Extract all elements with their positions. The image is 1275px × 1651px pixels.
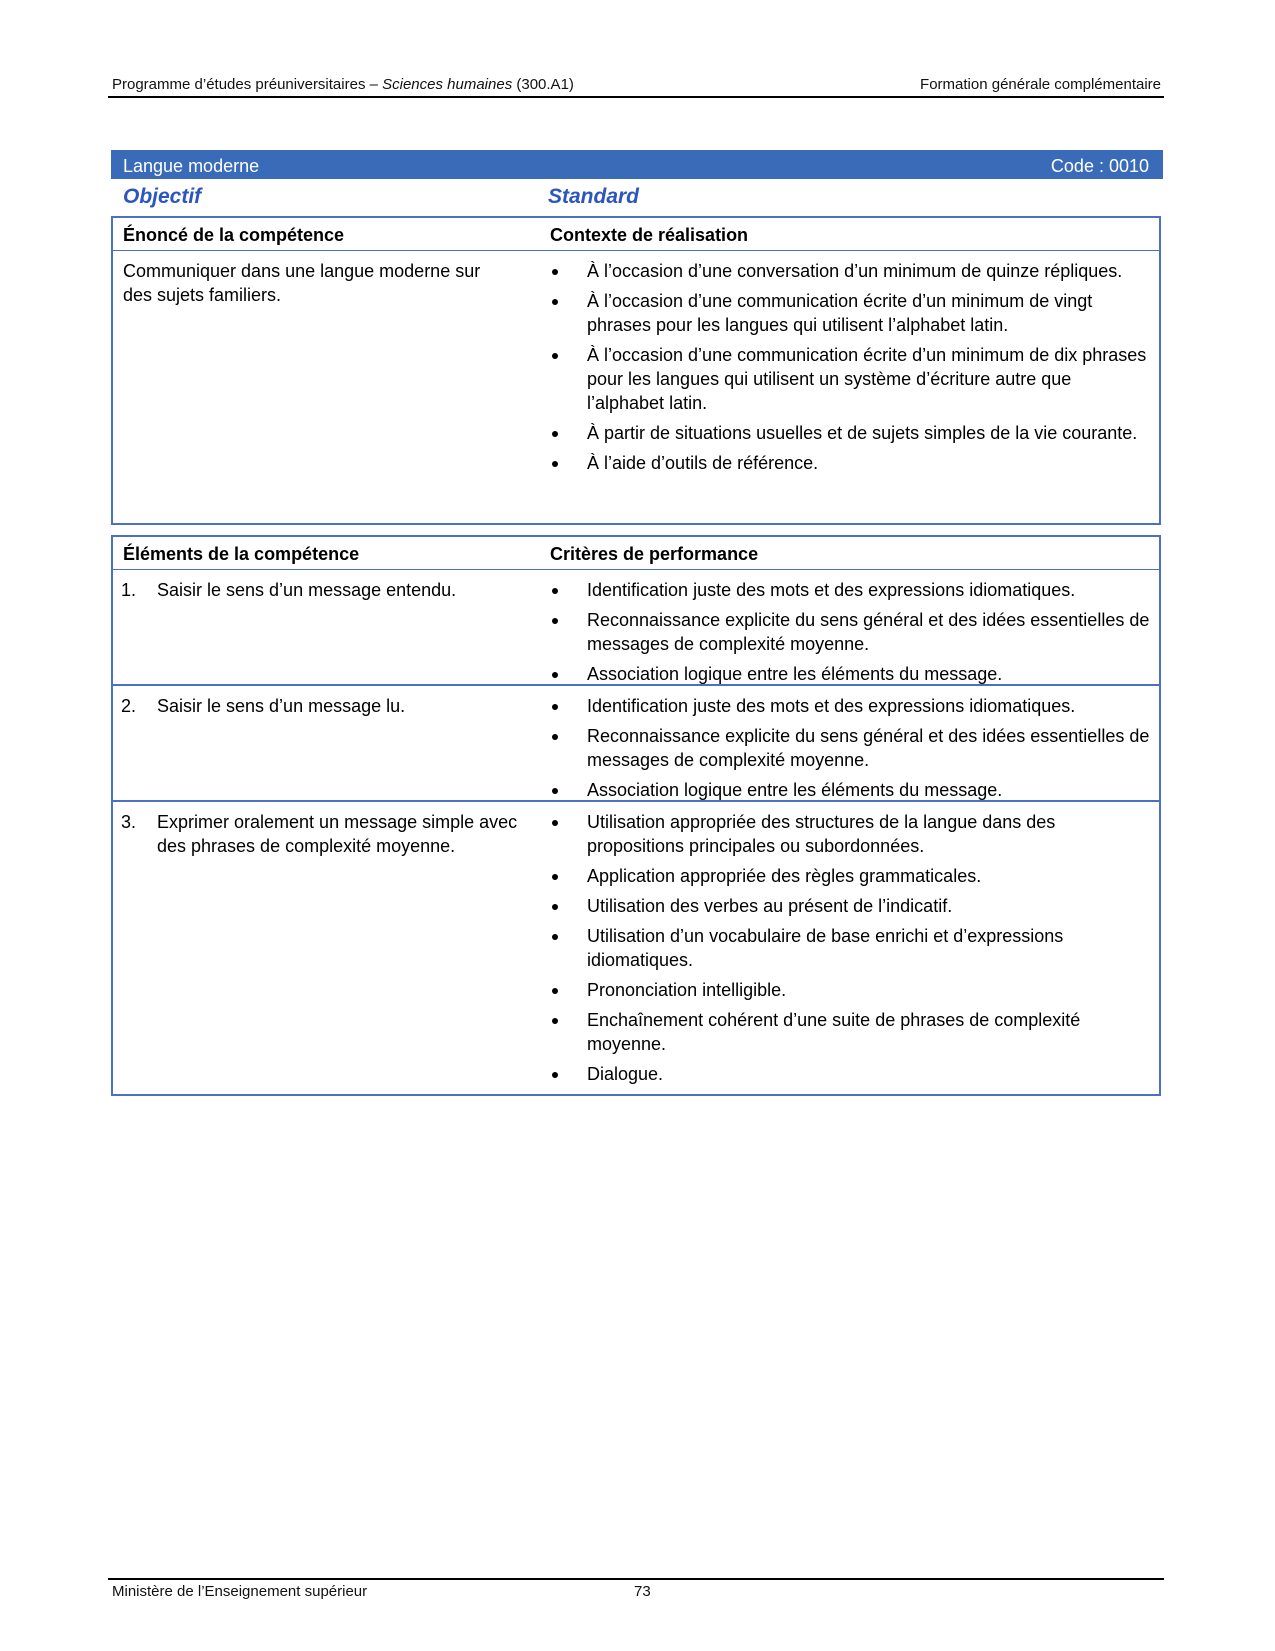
program-code: (300.A1) bbox=[512, 76, 574, 93]
bullet-icon bbox=[552, 988, 558, 994]
criteria-list bbox=[550, 578, 1150, 686]
program-title bbox=[112, 76, 574, 93]
criteria-list bbox=[550, 694, 1150, 802]
contexte-heading: Contexte de réalisation bbox=[550, 225, 749, 245]
bullet-icon bbox=[552, 299, 558, 305]
elements-heading: Éléments de la compétence bbox=[123, 544, 360, 564]
bullet-text: Utilisation d’un vocabulaire de base enrichi et d’expressions idiomatiques. bbox=[587, 926, 1064, 970]
element-text: Exprimer oralement un message simple avec des phrases de complexité moyenne. bbox=[157, 812, 518, 856]
criteria-list bbox=[550, 810, 1150, 1086]
footer-rule bbox=[108, 1578, 1164, 1580]
bullet-icon bbox=[552, 788, 558, 794]
enonce-heading: Énoncé de la compétence bbox=[123, 225, 345, 245]
bullet-icon bbox=[552, 618, 558, 624]
program-name: Sciences humaines bbox=[382, 76, 513, 93]
element-text-cell bbox=[121, 810, 537, 858]
bullet-icon bbox=[552, 431, 558, 437]
bullet-item bbox=[550, 894, 1150, 918]
bullet-item bbox=[550, 343, 1150, 415]
bullet-text: Reconnaissance explicite du sens général et des idées essentielles de messages de complexité moyenne. bbox=[587, 610, 1150, 654]
bullet-text: Identification juste des mots et des expressions idiomatiques. bbox=[587, 696, 1076, 716]
criteria-cell bbox=[550, 694, 1150, 808]
header-rule bbox=[108, 96, 1164, 98]
bullet-icon bbox=[552, 269, 558, 275]
bullet-item bbox=[550, 421, 1150, 445]
page-header bbox=[112, 74, 1161, 96]
bullet-text: Utilisation appropriée des structures de la langue dans des propositions principales ou subordonnées. bbox=[587, 812, 1056, 856]
elements-header bbox=[113, 537, 1159, 570]
bullet-item bbox=[550, 778, 1150, 802]
standard-label: Standard bbox=[548, 185, 640, 208]
section-title: Formation générale complémentaire bbox=[920, 76, 1161, 93]
course-code: Code : 0010 bbox=[1050, 156, 1149, 176]
element-row bbox=[113, 684, 1159, 800]
bullet-item bbox=[550, 1062, 1150, 1086]
page-footer bbox=[112, 1583, 652, 1600]
bullet-text: Enchaînement cohérent d’une suite de phrases de complexité moyenne. bbox=[587, 1010, 1081, 1054]
bullet-icon bbox=[552, 1072, 558, 1078]
bullet-text: Identification juste des mots et des expressions idiomatiques. bbox=[587, 580, 1076, 600]
ministry-name: Ministère de l’Enseignement supérieur bbox=[112, 1583, 368, 1600]
bullet-icon bbox=[552, 704, 558, 710]
course-title-bar bbox=[111, 150, 1163, 179]
program-prefix: Programme d’études préuniversitaires – bbox=[112, 76, 383, 93]
bullet-item bbox=[550, 694, 1150, 718]
criteres-heading: Critères de performance bbox=[550, 544, 759, 564]
bullet-icon bbox=[552, 934, 558, 940]
context-list bbox=[550, 259, 1150, 475]
element-text-cell bbox=[121, 694, 537, 718]
element-text-cell bbox=[121, 578, 537, 602]
bullet-text: Prononciation intelligible. bbox=[587, 980, 787, 1000]
bullet-item bbox=[550, 578, 1150, 602]
bullet-text: Association logique entre les éléments du message. bbox=[587, 664, 1003, 684]
bullet-text: À l’occasion d’une communication écrite d’un minimum de dix phrases pour les langues qui utilisent un système d’écriture autre que l’alphabet latin. bbox=[587, 345, 1147, 413]
bullet-text: À l’occasion d’une communication écrite d’un minimum de vingt phrases pour les langues qui utilisent l’alphabet latin. bbox=[587, 291, 1093, 335]
course-title: Langue moderne bbox=[123, 156, 260, 176]
bullet-item bbox=[550, 810, 1150, 858]
bullet-item bbox=[550, 451, 1150, 475]
bullet-icon bbox=[552, 353, 558, 359]
bullet-item bbox=[550, 978, 1150, 1002]
bullet-text: Association logique entre les éléments du message. bbox=[587, 780, 1003, 800]
bullet-icon bbox=[552, 820, 558, 826]
bullet-text: À l’occasion d’une conversation d’un minimum de quinze répliques. bbox=[587, 261, 1123, 281]
element-row bbox=[113, 570, 1159, 684]
competence-box bbox=[111, 216, 1161, 525]
bullet-text: À partir de situations usuelles et de sujets simples de la vie courante. bbox=[587, 423, 1138, 443]
bullet-item bbox=[550, 724, 1150, 772]
bullet-icon bbox=[552, 672, 558, 678]
criteria-cell bbox=[550, 810, 1150, 1092]
objective-standard-row bbox=[111, 182, 1163, 214]
bullet-item bbox=[550, 864, 1150, 888]
element-number: 3. bbox=[121, 812, 137, 832]
bullet-icon bbox=[552, 461, 558, 467]
bullet-item bbox=[550, 259, 1150, 283]
element-number: 1. bbox=[121, 580, 137, 600]
bullet-item bbox=[550, 924, 1150, 972]
bullet-text: À l’aide d’outils de référence. bbox=[587, 453, 819, 473]
bullet-text: Reconnaissance explicite du sens général et des idées essentielles de messages de complexité moyenne. bbox=[587, 726, 1150, 770]
bullet-text: Dialogue. bbox=[587, 1064, 664, 1084]
bullet-text: Utilisation des verbes au présent de l’indicatif. bbox=[587, 896, 953, 916]
element-row bbox=[113, 800, 1159, 1084]
competence-row bbox=[113, 251, 1159, 521]
element-number: 2. bbox=[121, 696, 137, 716]
bullet-icon bbox=[552, 588, 558, 594]
element-text: Saisir le sens d’un message entendu. bbox=[157, 580, 457, 600]
bullet-item bbox=[550, 289, 1150, 337]
bullet-item bbox=[550, 1008, 1150, 1056]
competence-header bbox=[113, 218, 1159, 251]
elements-list bbox=[113, 570, 1159, 1084]
competence-statement: Communiquer dans une langue moderne sur des sujets familiers. bbox=[123, 261, 481, 305]
bullet-item bbox=[550, 608, 1150, 656]
bullet-icon bbox=[552, 734, 558, 740]
page-number: 73 bbox=[634, 1583, 651, 1600]
bullet-icon bbox=[552, 874, 558, 880]
element-text: Saisir le sens d’un message lu. bbox=[157, 696, 406, 716]
bullet-icon bbox=[552, 1018, 558, 1024]
bullet-item bbox=[550, 662, 1150, 686]
bullet-text: Application appropriée des règles grammaticales. bbox=[587, 866, 982, 886]
context-list-cell bbox=[550, 259, 1150, 481]
elements-box bbox=[111, 535, 1161, 1096]
objectif-label: Objectif bbox=[123, 185, 202, 208]
bullet-icon bbox=[552, 904, 558, 910]
criteria-cell bbox=[550, 578, 1150, 692]
